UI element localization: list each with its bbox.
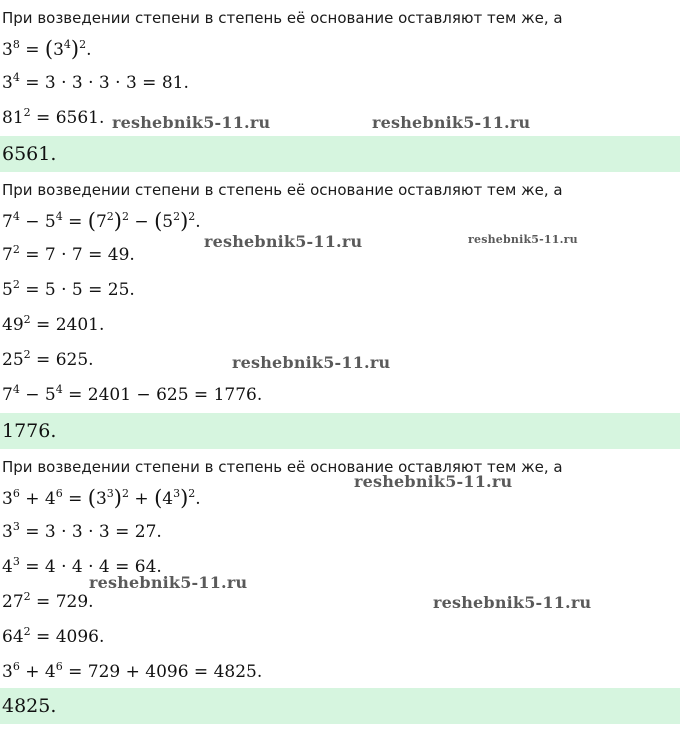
math-line: $27^2 = 729$. — [2, 590, 94, 612]
watermark-text: reshebnik5-11.ru — [372, 113, 531, 132]
math-line: $64^2 = 4096$. — [2, 625, 105, 647]
math-line: $3^4 = 3 \cdot 3 \cdot 3 \cdot 3 = 81$. — [2, 71, 189, 93]
math-line: $7^4 - 5^4 = 2401 - 625 = 1776$. — [2, 383, 263, 405]
math-line: $5^2 = 5 \cdot 5 = 25$. — [2, 278, 135, 300]
answer-value: 4825. — [2, 695, 57, 717]
math-line: $3^8 = (3^4)^2$. — [2, 37, 92, 61]
answer-box — [0, 413, 680, 449]
math-line: $7^2 = 7 \cdot 7 = 49$. — [2, 243, 135, 265]
watermark-text: reshebnik5-11.ru — [354, 472, 513, 491]
math-line: $4^3 = 4 \cdot 4 \cdot 4 = 64$. — [2, 555, 162, 577]
answer-box — [0, 688, 680, 724]
watermark-text: reshebnik5-11.ru — [468, 233, 578, 246]
math-line: $3^6 + 4^6 = 729 + 4096 = 4825$. — [2, 660, 263, 682]
math-line: $25^2 = 625$. — [2, 348, 94, 370]
math-line: $7^4 - 5^4 = (7^2)^2 - (5^2)^2$. — [2, 209, 201, 233]
math-line: $3^3 = 3 \cdot 3 \cdot 3 = 27$. — [2, 520, 162, 542]
intro-text: При возведении степени в степень её основание оставляют тем же, а — [2, 9, 563, 27]
watermark-text: reshebnik5-11.ru — [89, 573, 248, 592]
answer-value: 6561. — [2, 143, 57, 165]
intro-text: При возведении степени в степень её основание оставляют тем же, а — [2, 181, 563, 199]
watermark-text: reshebnik5-11.ru — [232, 353, 391, 372]
watermark-text: reshebnik5-11.ru — [433, 593, 592, 612]
watermark-text: reshebnik5-11.ru — [204, 232, 363, 251]
answer-value: 1776. — [2, 420, 57, 442]
math-line: $3^6 + 4^6 = (3^3)^2 + (4^3)^2$. — [2, 486, 201, 510]
answer-box — [0, 136, 680, 172]
math-line: $81^2 = 6561$. — [2, 106, 105, 128]
intro-text: При возведении степени в степень её основание оставляют тем же, а — [2, 458, 563, 476]
math-line: $49^2 = 2401$. — [2, 313, 105, 335]
watermark-text: reshebnik5-11.ru — [112, 113, 271, 132]
